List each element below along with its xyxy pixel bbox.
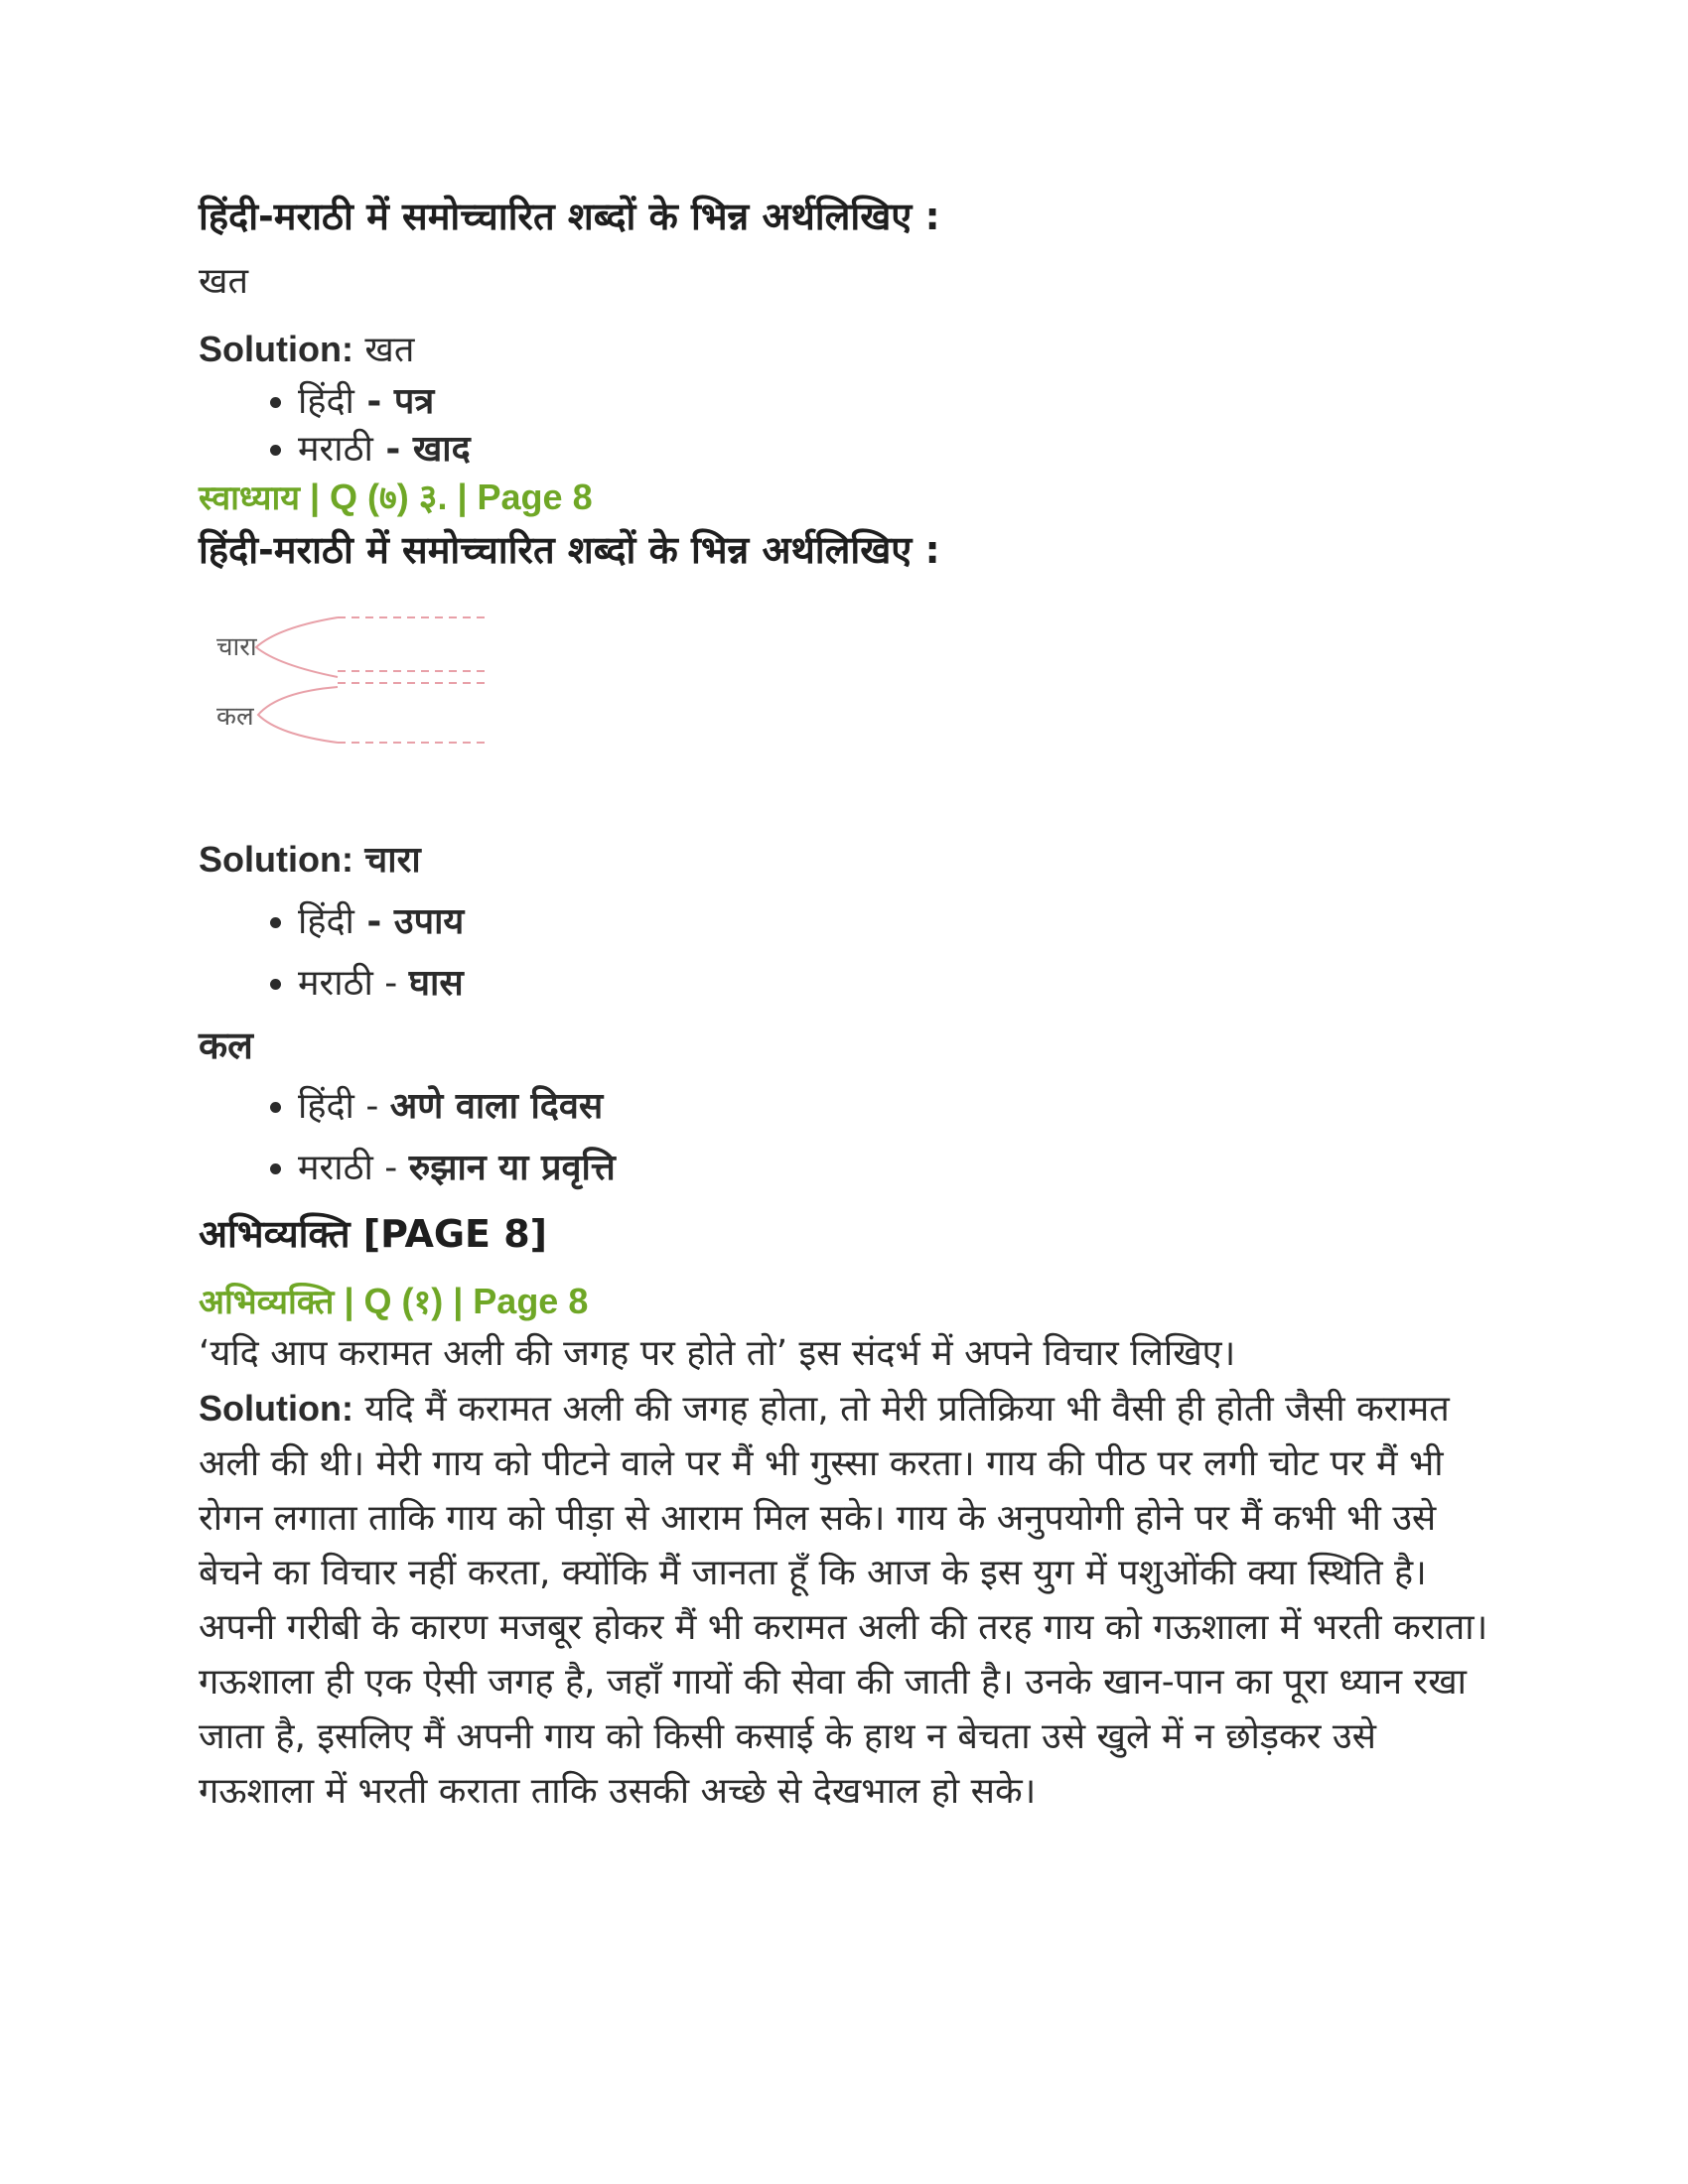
list-item [298,894,1489,950]
meaning-list [199,378,1489,474]
separator: - [372,963,409,1004]
language-label: मराठी [298,429,373,470]
meaning: उपाय [393,901,465,942]
solution-word: खत [364,330,415,370]
solution-word: चारा [364,840,421,881]
section-heading: अभिव्यक्ति [PAGE 8] [199,1212,548,1256]
language-label: हिंदी [298,1086,354,1127]
ref-q: | Q ( [299,477,380,517]
meaning: खाद [412,429,471,470]
meaning-list [199,894,1489,1012]
list-item [298,1079,1489,1135]
language-label: मराठी [298,963,373,1004]
solution-label: Solution: [199,1388,353,1429]
separator: - [372,1148,409,1188]
list-item [298,378,1489,426]
meaning: अणे वाला दिवस [389,1086,604,1127]
diagram-word-2: कल [216,702,254,732]
language-label: हिंदी [298,381,354,422]
solution-paragraph [199,1381,1489,1819]
language-label: हिंदी [298,901,354,942]
meaning: घास [408,963,464,1004]
ref-page: ) | Page 8 [431,1281,589,1321]
sub-word: कल [199,1024,253,1067]
solution-line [199,322,1489,378]
ref-number: १ [413,1283,432,1322]
meaning: रुझान या प्रवृत्ति [408,1148,616,1188]
ref-chapter: स्वाध्याय [199,478,300,518]
question-word: खत [199,261,248,302]
question-title: हिंदी-मराठी में समोच्चारित शब्दों के भिन्न अर्थलिखिए : [199,195,940,238]
separator: - [353,1086,390,1127]
solution-label: Solution: [199,839,353,880]
meaning-list [199,1079,1489,1196]
separator: - [353,901,394,942]
question-title: हिंदी-मराठी में समोच्चारित शब्दों के भिन्न अर्थलिखिए : [199,528,940,572]
document-page [199,189,1489,1819]
question-reference [199,474,1489,522]
ref-q: | Q ( [334,1281,414,1321]
list-item [298,426,1489,474]
solution-label: Solution: [199,329,353,369]
separator: - [353,381,394,422]
meaning: पत्र [393,381,435,422]
word-diagram [199,608,496,796]
ref-chapter: अभिव्यक्ति [199,1283,335,1322]
solution-line [199,832,1489,888]
question-text: ‘यदि आप करामत अली की जगह पर होते तो’ इस संदर्भ में अपने विचार लिखिए। [199,1333,1236,1374]
ref-number: ७ [379,478,397,518]
ref-page: ) ३. | Page 8 [396,477,593,517]
solution-text: यदि मैं करामत अली की जगह होता, तो मेरी प्रतिक्रिया भी वैसी ही होती जैसी करामत अली की थी। मेरी गाय को पीटने वाले पर मैं भी गुस्सा करता। गाय की पीठ पर लगी चोट पर मैं भी रोगन लगाता ताकि गाय को पीड़ा से आराम मिल सके। गाय के अनुपयोगी होने पर मैं कभी भी उसे बेचने का विचार नहीं करता, क्योंकि मैं जानता हूँ कि आज के इस युग में पशुओंकी क्या स्थिति है। अपनी गरीबी के कारण मजबूर होकर मैं भी करामत अली की तरह गाय को गऊशाला में भरती कराता। गऊशाला ही एक ऐसी जगह है, जहाँ गायों की सेवा की जाती है। उनके खान-पान का पूरा ध्यान रखा जाता है, इसलिए मैं अपनी गाय को किसी कसाई के हाथ न बेचता उसे खुले में न छोड़कर उसे गऊशाला में भरती कराता ताकि उसकी अच्छे से देखभाल हो सके। [199,1389,1488,1812]
diagram-word-1: चारा [216,632,257,662]
list-item [298,1141,1489,1196]
separator: - [372,429,413,470]
language-label: मराठी [298,1148,373,1188]
question-reference [199,1278,1489,1326]
list-item [298,956,1489,1012]
